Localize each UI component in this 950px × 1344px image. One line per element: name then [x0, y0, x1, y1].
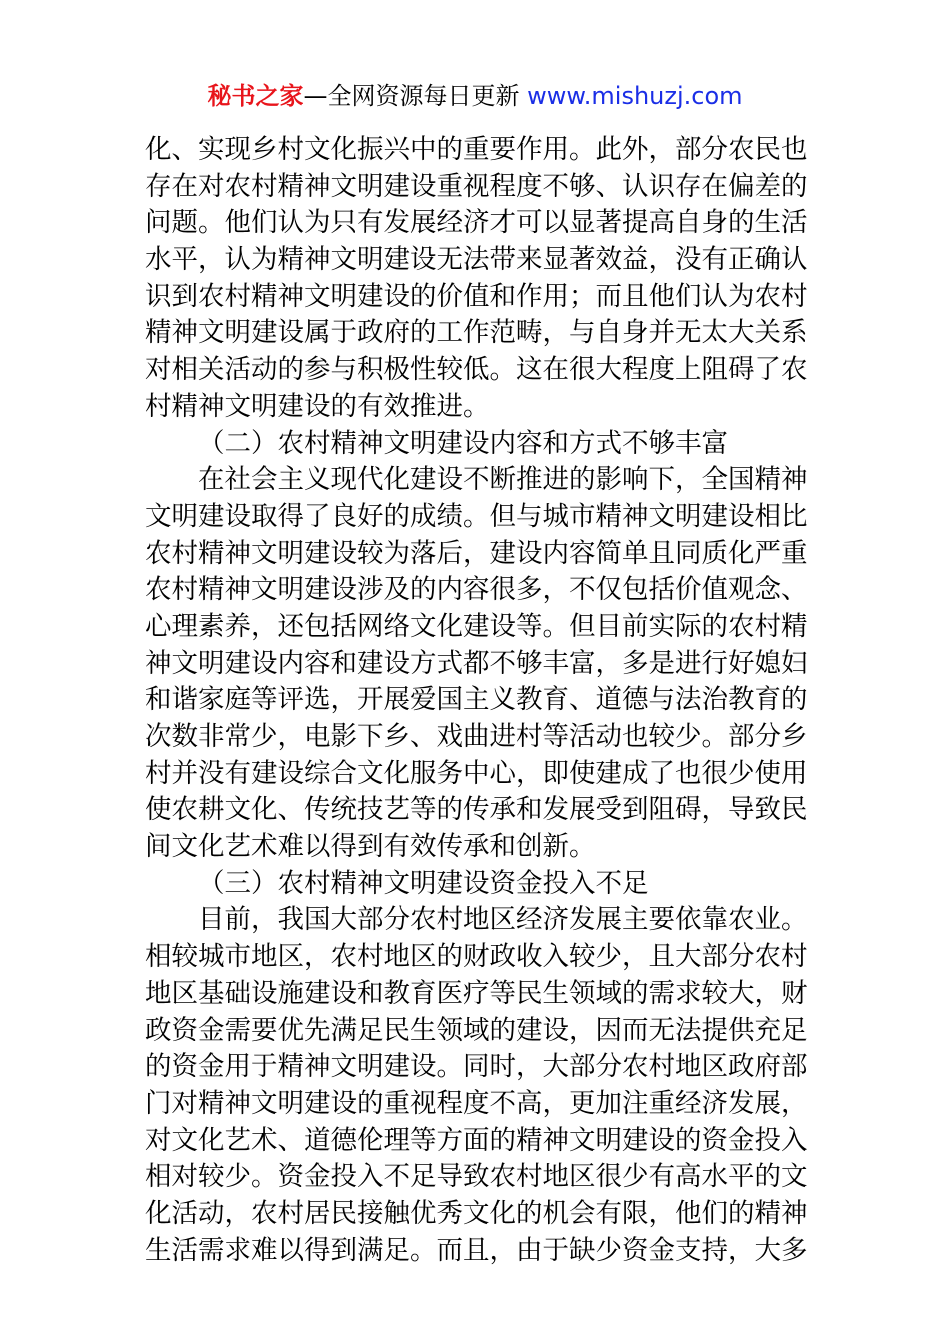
text-line: 水平，认为精神文明建设无法带来显著效益，没有正确认 — [145, 244, 808, 276]
text-line: 对文化艺术、道德伦理等方面的精神文明建设的资金投入 — [145, 1124, 808, 1156]
text-line: 门对精神文明建设的重视程度不高，更加注重经济发展， — [145, 1087, 808, 1119]
text-line: 文明建设取得了良好的成绩。但与城市精神文明建设相比 — [145, 500, 808, 532]
text-line: 存在对农村精神文明建设重视程度不够、认识存在偏差的 — [145, 170, 808, 202]
text-line: 村并没有建设综合文化服务中心，即使建成了也很少使用 — [145, 757, 808, 789]
text-line: 在社会主义现代化建设不断推进的影响下，全国精神 — [198, 464, 808, 496]
text-line: 间文化艺术难以得到有效传承和创新。 — [145, 831, 596, 863]
text-line: （三）农村精神文明建设资金投入不足 — [198, 867, 649, 899]
site-header — [0, 80, 950, 112]
text-line: 心理素养，还包括网络文化建设等。但目前实际的农村精 — [145, 610, 808, 642]
text-line: 神文明建设内容和建设方式都不够丰富，多是进行好媳妇 — [145, 647, 808, 679]
site-brand: 秘书之家 — [207, 82, 304, 110]
text-line: 目前，我国大部分农村地区经济发展主要依靠农业。 — [198, 904, 808, 936]
text-line: 农村精神文明建设涉及的内容很多，不仅包括价值观念、 — [145, 574, 808, 606]
text-line: 精神文明建设属于政府的工作范畴，与自身并无太大关系 — [145, 317, 808, 349]
text-line: 使农耕文化、传统技艺等的传承和发展受到阻碍，导致民 — [145, 794, 808, 826]
text-line: 的资金用于精神文明建设。同时，大部分农村地区政府部 — [145, 1051, 808, 1083]
text-line: （二）农村精神文明建设内容和方式不够丰富 — [198, 427, 728, 459]
site-tagline: —全网资源每日更新 — [303, 82, 528, 110]
text-line: 生活需求难以得到满足。而且，由于缺少资金支持，大多 — [145, 1234, 808, 1266]
text-line: 和谐家庭等评选，开展爱国主义教育、道德与法治教育的 — [145, 684, 808, 716]
text-line: 村精神文明建设的有效推进。 — [145, 390, 490, 422]
text-line: 对相关活动的参与积极性较低。这在很大程度上阻碍了农 — [145, 354, 808, 386]
text-line: 次数非常少，电影下乡、戏曲进村等活动也较少。部分乡 — [145, 721, 808, 752]
document-body — [145, 132, 809, 1269]
text-line: 政资金需要优先满足民生领域的建设，因而无法提供充足 — [145, 1014, 808, 1046]
text-line: 相较城市地区，农村地区的财政收入较少，且大部分农村 — [145, 941, 808, 973]
text-line: 相对较少。资金投入不足导致农村地区很少有高水平的文 — [145, 1161, 808, 1193]
text-line: 识到农村精神文明建设的价值和作用；而且他们认为农村 — [145, 280, 808, 312]
site-url-link[interactable]: www.mishuzj.com — [527, 82, 743, 110]
text-line: 农村精神文明建设较为落后，建设内容简单且同质化严重 — [145, 537, 808, 569]
text-line: 问题。他们认为只有发展经济才可以显著提高自身的生活 — [145, 207, 808, 239]
text-line: 化、实现乡村文化振兴中的重要作用。此外，部分农民也 — [145, 134, 808, 165]
text-line: 地区基础设施建设和教育医疗等民生领域的需求较大，财 — [145, 977, 808, 1009]
text-line: 化活动，农村居民接触优秀文化的机会有限，他们的精神 — [145, 1197, 808, 1229]
